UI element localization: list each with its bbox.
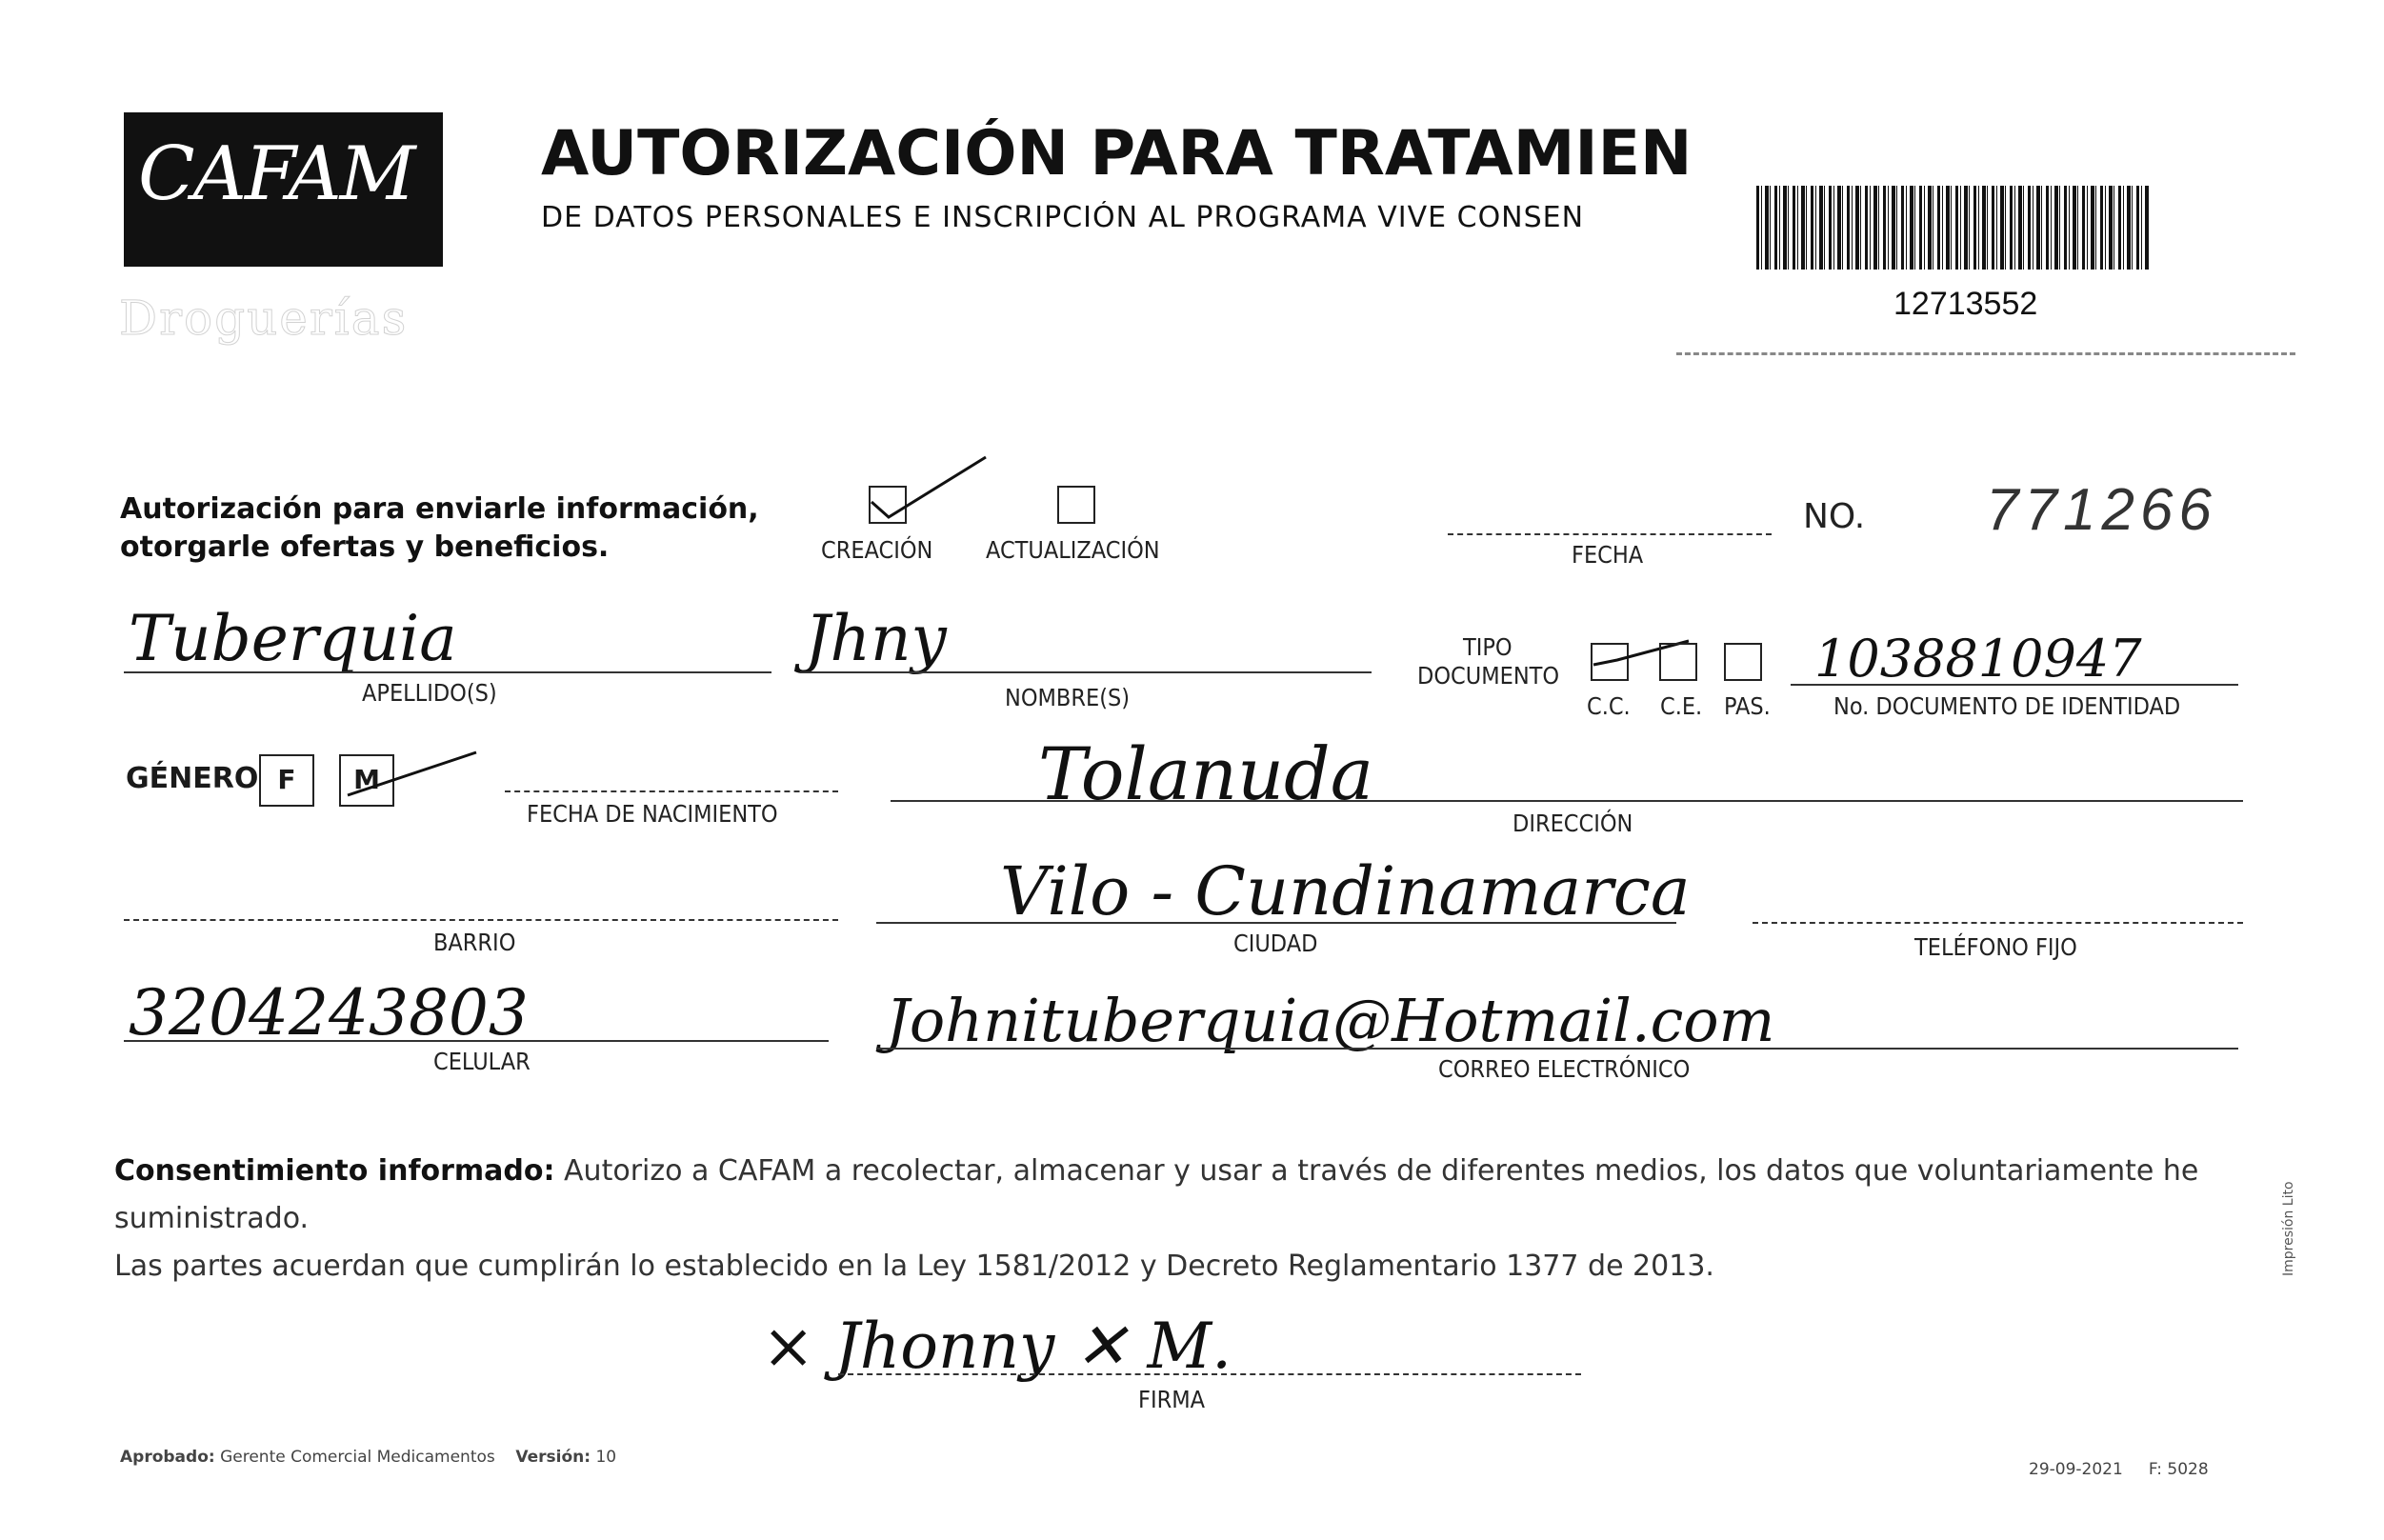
fecha-nacimiento-line (505, 790, 838, 792)
barrio-label: BARRIO (433, 929, 516, 956)
barcode (1756, 186, 2149, 270)
version-value: 10 (595, 1448, 617, 1467)
nombres-line (800, 671, 1372, 673)
intro-line-1: Autorización para enviarle información, (120, 492, 759, 526)
actualizacion-checkbox[interactable] (1057, 486, 1095, 524)
apellidos-label: APELLIDO(S) (362, 679, 497, 707)
consent-text (114, 1148, 2248, 1290)
barcode-number: 12713552 (1893, 286, 2038, 322)
genero-f-box[interactable]: F (259, 754, 314, 807)
correo-line (876, 1048, 2238, 1050)
version-label: Versión: (515, 1448, 591, 1467)
direccion-value[interactable]: Tolanuda (1038, 731, 1374, 816)
correo-value[interactable]: Johnituberquia@Hotmail.com (886, 986, 1775, 1055)
celular-value[interactable]: 3204243803 (129, 976, 529, 1050)
consent-text-1: Autorizo a CAFAM a recolectar, almacenar y usar a través de diferentes medios, los datos que voluntariamente he suministrado. (114, 1154, 2199, 1235)
genero-m-box[interactable]: M (339, 754, 394, 807)
no-label: NO. (1803, 497, 1866, 536)
consent-line-2: Las partes acuerdan que cumplirán lo establecido en la Ley 1581/2012 y Decreto Reglamentario 1377 de 2013. (114, 1250, 1714, 1283)
pas-label: PAS. (1724, 692, 1771, 720)
no-documento-label: No. DOCUMENTO DE IDENTIDAD (1833, 692, 2181, 720)
ciudad-line (876, 922, 1676, 924)
footer-approval (120, 1448, 616, 1467)
logo-brand: CAFAM (138, 131, 414, 217)
cc-label: C.C. (1587, 692, 1631, 720)
fecha-nacimiento-label: FECHA DE NACIMIENTO (527, 800, 778, 828)
telefono-line (1753, 922, 2243, 924)
documento-label: DOCUMENTO (1417, 662, 1560, 690)
direccion-line (891, 800, 2243, 802)
creacion-label: CREACIÓN (821, 536, 933, 564)
documento-value[interactable]: 1038810947 (1814, 629, 2142, 689)
apellidos-line (124, 671, 771, 673)
logo-subtext: Droguerías (119, 290, 409, 346)
correo-label: CORREO ELECTRÓNICO (1438, 1055, 1691, 1083)
intro-line-2: otorgarle ofertas y beneficios. (120, 530, 610, 564)
footer-date-code (2029, 1460, 2209, 1479)
ce-label: C.E. (1660, 692, 1703, 720)
nombres-label: NOMBRE(S) (1005, 684, 1131, 711)
form-number: 771266 (1986, 477, 2217, 543)
fecha-label: FECHA (1572, 541, 1644, 569)
genero-label: GÉNERO (126, 762, 259, 795)
barrio-line (124, 919, 838, 921)
ce-checkbox[interactable] (1659, 643, 1697, 681)
footer-code: F: 5028 (2148, 1460, 2209, 1479)
aprobado-label: Aprobado: (120, 1448, 215, 1467)
fecha-line (1448, 533, 1772, 535)
celular-label: CELULAR (433, 1048, 531, 1075)
ciudad-value[interactable]: Vilo - Cundinamarca (1000, 852, 1691, 930)
form-title: AUTORIZACIÓN PARA TRATAMIEN (541, 118, 1693, 190)
aprobado-value: Gerente Comercial Medicamentos (220, 1448, 495, 1467)
ciudad-label: CIUDAD (1233, 930, 1318, 957)
divider (1676, 352, 2295, 355)
celular-line (124, 1040, 829, 1042)
direccion-label: DIRECCIÓN (1513, 810, 1633, 837)
printer-mark: Impresión Lito (2281, 1181, 2296, 1276)
firma-line (838, 1373, 1581, 1375)
signature[interactable]: × Jhonny ✕ M. (762, 1310, 1232, 1383)
tipo-label: TIPO (1463, 633, 1513, 661)
footer-date: 29-09-2021 (2029, 1460, 2123, 1479)
telefono-fijo-label: TELÉFONO FIJO (1914, 933, 2077, 961)
consent-label: Consentimiento informado: (114, 1154, 555, 1188)
apellidos-value[interactable]: Tuberquia (129, 602, 457, 675)
form-subtitle: DE DATOS PERSONALES E INSCRIPCIÓN AL PROGRAMA VIVE CONSEN (541, 201, 1585, 234)
nombres-value[interactable]: Jhny (805, 602, 947, 675)
documento-line (1791, 684, 2238, 686)
checkmark-icon (343, 748, 486, 805)
consent-line-1 (114, 1148, 2248, 1243)
pas-checkbox[interactable] (1724, 643, 1762, 681)
intro-text (120, 490, 759, 567)
checkmark-icon (862, 452, 995, 529)
actualizacion-label: ACTUALIZACIÓN (986, 536, 1160, 564)
firma-label: FIRMA (1138, 1386, 1205, 1413)
